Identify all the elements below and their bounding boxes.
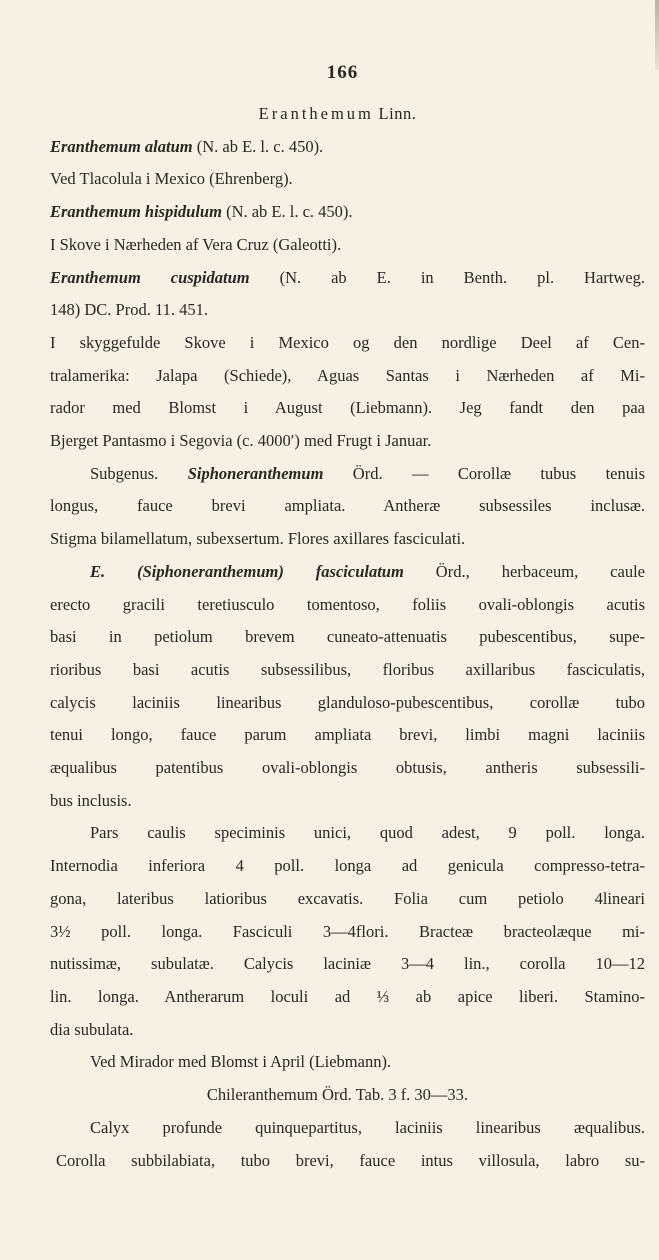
text-run: (N. ab E. in Benth. pl. Hartweg.: [249, 267, 645, 287]
italic-taxon-name: Siphoneranthemum: [187, 463, 324, 483]
text-line: [50, 916, 645, 949]
italic-taxon-name: E. (Siphoneranthemum) fasciculatum: [90, 561, 404, 581]
text-run: Bjerget Pantasmo i Segovia (c. 4000′) med Frugt i Januar.: [50, 431, 432, 451]
text-line: [50, 654, 645, 687]
page-edge-shadow: [655, 0, 659, 70]
text-run: Örd. — Corollæ tubus tenuis: [323, 463, 645, 483]
text-run: (N. ab E. l. c. 450).: [221, 202, 353, 222]
text-line: [50, 196, 645, 229]
text-line: [50, 817, 645, 850]
text-run: Stigma bilamellatum, subexsertum. Flores axillares fasciculati.: [50, 529, 466, 549]
text-run: Örd. Tab. 3 f. 30—33.: [317, 1085, 469, 1105]
text-run: bus inclusis.: [50, 790, 132, 810]
text-run: basi in petiolum brevem cuneato-attenuatis pubescentibus, supe-: [50, 627, 645, 647]
italic-taxon-name: Eranthemum cuspidatum: [50, 267, 250, 287]
text-line: [50, 948, 645, 981]
text-line: [50, 883, 645, 916]
text-run: gona, lateribus latioribus excavatis. Folia cum petiolo 4lineari: [50, 888, 645, 908]
text-run: erecto gracili teretiusculo tomentoso, foliis ovali-oblongis acutis: [50, 594, 645, 614]
text-line: [50, 752, 645, 785]
text-run: I Skove i Nærheden af Vera Cruz (Galeotti).: [50, 234, 342, 254]
text-run: Subgenus.: [90, 463, 188, 483]
text-run: rioribus basi acutis subsessilibus, floribus axillaribus fasciculatis,: [50, 659, 645, 679]
text-run: lin. longa. Antherarum loculi ad ⅓ ab apice liberi. Stamino-: [50, 986, 645, 1006]
body-text: [50, 98, 645, 1177]
text-run: tenui longo, fauce parum ampliata brevi, limbi magni laciniis: [50, 725, 645, 745]
genus-heading: Eranthemum: [258, 104, 374, 123]
text-run: æqualibus patentibus ovali-oblongis obtusis, antheris subsessili-: [50, 758, 645, 778]
genus-heading: Chileranthemum: [206, 1085, 318, 1105]
text-line: [50, 327, 645, 360]
text-line: [50, 981, 645, 1014]
text-line: [50, 556, 645, 589]
text-run: Pars caulis speciminis unici, quod adest, 9 poll. longa.: [90, 823, 645, 843]
text-run: Internodia inferiora 4 poll. longa ad genicula compresso-tetra-: [50, 856, 645, 876]
text-run: Linn.: [373, 104, 417, 123]
text-line: [50, 392, 645, 425]
text-run: calycis laciniis linearibus glanduloso-pubescentibus, corollæ tubo: [50, 692, 645, 712]
text-run: rador med Blomst i August (Liebmann). Jeg fandt den paa: [50, 398, 645, 418]
text-run: dia subulata.: [50, 1019, 134, 1039]
text-line: [50, 1014, 645, 1047]
text-run: longus, fauce brevi ampliata. Antheræ subsessiles inclusæ.: [50, 496, 645, 516]
text-line: [50, 1112, 645, 1145]
text-run: tralamerika: Jalapa (Schiede), Aguas Santas i Nærheden af Mi-: [50, 365, 645, 385]
text-run: Ved Mirador med Blomst i April (Liebmann).: [90, 1052, 392, 1072]
text-line: [30, 1079, 645, 1112]
italic-taxon-name: Eranthemum hispidulum: [50, 202, 222, 222]
text-line: [50, 621, 645, 654]
text-line: [50, 719, 645, 752]
page-number: 166: [326, 62, 359, 83]
text-line: [50, 1046, 645, 1079]
text-run: I skyggefulde Skove i Mexico og den nordlige Deel af Cen-: [50, 332, 645, 352]
text-line: [50, 131, 645, 164]
italic-taxon-name: Eranthemum alatum: [50, 136, 193, 156]
text-run: Örd., herbaceum, caule: [403, 561, 645, 581]
text-line: [50, 850, 645, 883]
text-line: [50, 785, 645, 818]
text-line: [50, 294, 645, 327]
text-run: 3½ poll. longa. Fasciculi 3—4flori. Bracteæ bracteolæque mi-: [50, 921, 645, 941]
text-line: [50, 1145, 645, 1178]
text-line: [50, 229, 645, 262]
text-line: [50, 589, 645, 622]
text-run: 148) DC. Prod. 11. 451.: [50, 300, 208, 320]
text-line: [50, 163, 645, 196]
text-line: [50, 360, 645, 393]
text-line: [50, 687, 645, 720]
text-run: Corolla subbilabiata, tubo brevi, fauce intus villosula, labro su-: [56, 1150, 645, 1170]
text-run: Calyx profunde quinquepartitus, laciniis linearibus æqualibus.: [90, 1117, 645, 1137]
text-run: Ved Tlacolula i Mexico (Ehrenberg).: [50, 169, 293, 189]
text-line: [50, 262, 645, 295]
text-line: [50, 425, 645, 458]
text-run: nutissimæ, subulatæ. Calycis laciniæ 3—4 lin., corolla 10—12: [50, 954, 645, 974]
text-line: [50, 523, 645, 556]
text-line: [50, 490, 645, 523]
text-line: [30, 98, 645, 131]
text-run: (N. ab E. l. c. 450).: [192, 136, 324, 156]
text-line: [50, 458, 645, 491]
